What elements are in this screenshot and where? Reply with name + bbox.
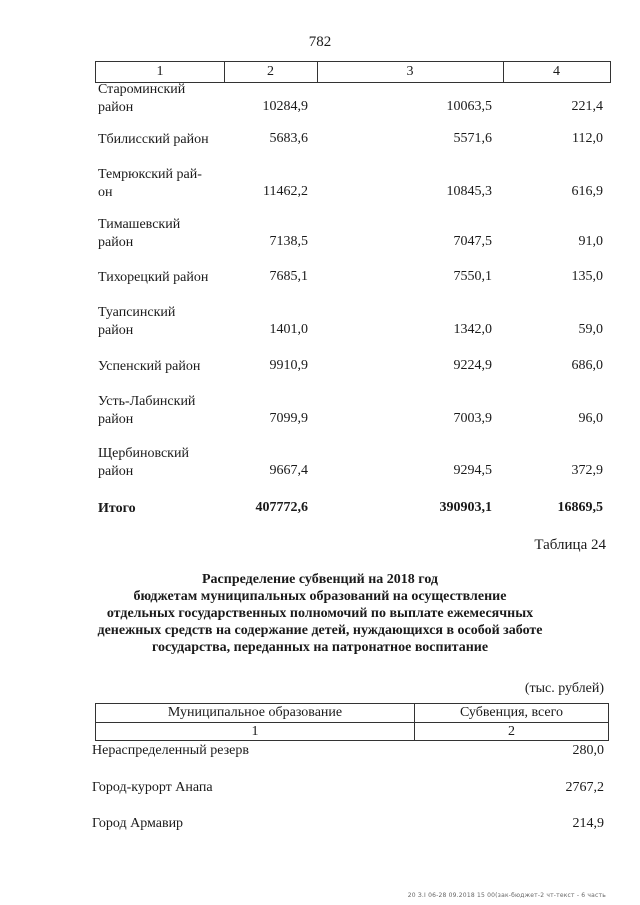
row-name-line2: район [98,323,134,338]
total-col4: 16869,5 [557,500,603,515]
table2-header-col2: Субвенция, всего [459,705,564,720]
row-value-col3: 7550,1 [453,269,492,284]
row-value-col2: 1401,0 [269,322,308,337]
row-value-col3: 9294,5 [453,463,492,478]
row-value-col4: 221,4 [571,99,603,114]
row-name-line1: Староминский [98,82,186,97]
row-value-col2: 7685,1 [269,269,308,284]
row-name: Тбилисский район [98,132,209,147]
row-value-col2: 9910,9 [269,358,308,373]
row-value: 280,0 [572,743,604,758]
row-value-col4: 616,9 [571,184,603,199]
row-value: 214,9 [572,816,604,831]
row-name: Город-курорт Анапа [92,780,213,795]
row-value-col4: 96,0 [578,411,603,426]
row-value-col4: 112,0 [572,131,603,146]
row-value-col3: 9224,9 [453,358,492,373]
row-value-col3: 5571,6 [453,131,492,146]
total-label: Итого [98,501,136,516]
page-number: 782 [308,34,332,50]
row-value-col4: 372,9 [571,463,603,478]
footer-stamp: 20 З.І 06-28 09.2018 15 00(зак-бюджет-2 чт-текст - 6 часть [407,892,606,899]
units-label: (тыс. рублей) [524,681,604,696]
row-name-line1: Темрюкский рай- [98,167,202,182]
table1-header-col2: 2 [267,64,274,79]
table-title [60,571,580,656]
row-value-col4: 59,0 [578,322,603,337]
row-value-col4: 91,0 [578,234,603,249]
total-col3: 390903,1 [439,500,492,515]
row-value-col2: 10284,9 [262,99,308,114]
row-name-line1: Тимашевский [98,217,181,232]
title-line: бюджетам муниципальных образований на осуществление [133,589,507,604]
row-value-col2: 11462,2 [263,184,308,199]
table2-header-num1: 1 [251,724,259,739]
row-value-col2: 7099,9 [269,411,308,426]
title-line: денежных средств на содержание детей, нуждающихся в особой заботе [97,623,543,638]
row-name-line2: район [98,100,134,115]
row-value-col2: 9667,4 [269,463,308,478]
title-line: Распределение субвенций на 2018 год [202,572,438,587]
title-line: отдельных государственных полномочий по выплате ежемесячных [106,606,534,621]
row-value-col4: 686,0 [571,358,603,373]
row-value-col3: 1342,0 [453,322,492,337]
row-value: 2767,2 [565,780,604,795]
table2-header-col1: Муниципальное образование [167,705,343,720]
table1-header-col1: 1 [156,64,164,79]
row-name: Город Армавир [92,816,184,831]
table2-header-num2: 2 [508,724,515,739]
table1-header-col3: 3 [406,64,414,79]
row-name: Тихорецкий район [98,270,209,285]
row-name-line2: район [98,412,134,427]
row-value-col3: 7003,9 [453,411,492,426]
row-name: Успенский район [98,359,201,374]
row-name: Нераспределенный резерв [92,743,249,758]
row-value-col3: 10063,5 [446,99,492,114]
row-name-line1: Щербиновский [98,446,189,461]
row-name-line1: Усть-Лабинский [98,394,196,409]
row-value-col3: 10845,3 [446,184,492,199]
table2-header [95,703,609,741]
title-line: государства, переданных на патронатное воспитание [151,640,489,655]
total-col2: 407772,6 [255,500,308,515]
table-label: Таблица 24 [534,537,606,553]
row-value-col4: 135,0 [571,269,603,284]
row-name-line2: он [98,185,113,200]
table1-header [95,61,611,83]
row-name-line1: Туапсинский [98,305,176,320]
row-name-line2: район [98,464,134,479]
table1-header-col4: 4 [553,64,560,79]
row-name-line2: район [98,235,134,250]
row-value-col3: 7047,5 [453,234,492,249]
row-value-col2: 5683,6 [269,131,308,146]
row-value-col2: 7138,5 [269,234,308,249]
